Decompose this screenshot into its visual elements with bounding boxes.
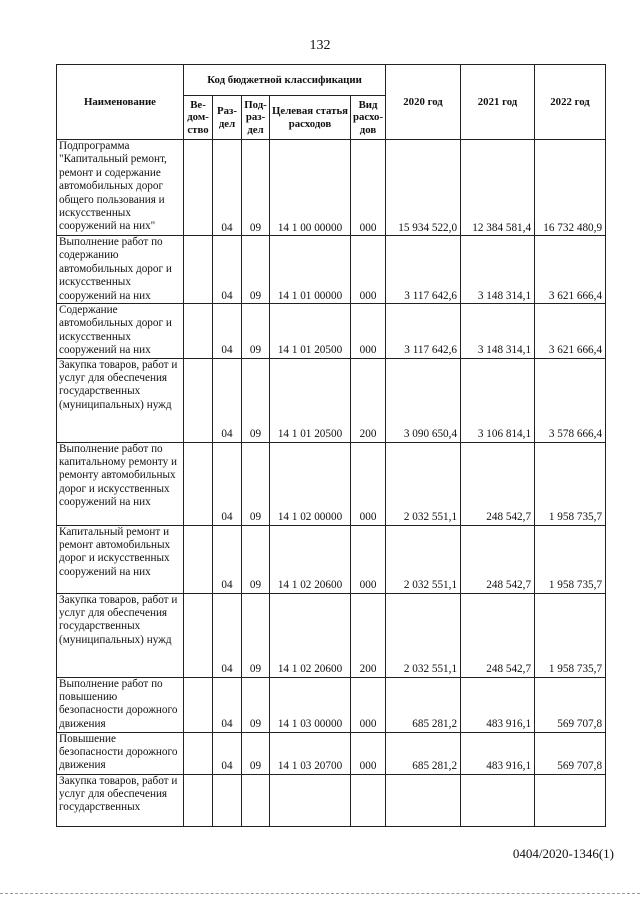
row-section: 04: [213, 732, 242, 774]
table-header: [57, 65, 606, 140]
row-expense-type: 000: [351, 677, 386, 732]
table-row: [57, 593, 606, 677]
row-target: 14 1 03 00000: [270, 677, 351, 732]
row-2022: 569 707,8: [535, 732, 606, 774]
row-subsection: 09: [242, 304, 270, 359]
row-subsection: 09: [242, 525, 270, 593]
row-2021: [461, 774, 535, 826]
row-2020: 2 032 551,1: [386, 442, 461, 525]
row-dept: [184, 525, 213, 593]
row-2022: [535, 774, 606, 826]
header-2021: 2021 год: [461, 65, 535, 140]
table-body: [57, 140, 606, 827]
row-2021: 3 148 314,1: [461, 236, 535, 304]
row-target: [270, 774, 351, 826]
table-row: [57, 525, 606, 593]
row-dept: [184, 732, 213, 774]
row-2020: 685 281,2: [386, 677, 461, 732]
row-target: 14 1 02 20600: [270, 525, 351, 593]
table-row: [57, 677, 606, 732]
row-2022: 1 958 735,7: [535, 442, 606, 525]
row-dept: [184, 358, 213, 442]
row-2020: 2 032 551,1: [386, 525, 461, 593]
row-section: 04: [213, 236, 242, 304]
row-name: Содержание автомобильных дорог и искусственных сооружений на них: [57, 304, 184, 359]
row-2020: [386, 774, 461, 826]
row-target: 14 1 00 00000: [270, 140, 351, 236]
header-subsection: Под-раз-дел: [242, 96, 270, 140]
header-budget-code: Код бюджетной классификации: [184, 65, 386, 96]
row-subsection: 09: [242, 593, 270, 677]
row-name: Повышение безопасности дорожного движения: [57, 732, 184, 774]
row-subsection: 09: [242, 732, 270, 774]
row-section: 04: [213, 525, 242, 593]
row-2022: 3 578 666,4: [535, 358, 606, 442]
row-dept: [184, 442, 213, 525]
row-2021: 12 384 581,4: [461, 140, 535, 236]
row-2021: 3 148 314,1: [461, 304, 535, 359]
row-target: 14 1 02 20600: [270, 593, 351, 677]
row-section: 04: [213, 358, 242, 442]
row-name: Закупка товаров, работ и услуг для обеспечения государственных: [57, 774, 184, 826]
row-subsection: 09: [242, 677, 270, 732]
header-name: Наименование: [57, 65, 184, 140]
row-subsection: 09: [242, 236, 270, 304]
row-expense-type: 200: [351, 593, 386, 677]
row-2021: 248 542,7: [461, 442, 535, 525]
row-dept: [184, 774, 213, 826]
row-section: 04: [213, 677, 242, 732]
row-dept: [184, 140, 213, 236]
row-2022: 1 958 735,7: [535, 525, 606, 593]
row-name: Выполнение работ по содержанию автомобильных дорог и искусственных сооружений на них: [57, 236, 184, 304]
header-dept: Ве-дом-ство: [184, 96, 213, 140]
row-2022: 3 621 666,4: [535, 236, 606, 304]
row-dept: [184, 304, 213, 359]
row-section: 04: [213, 304, 242, 359]
row-2020: 2 032 551,1: [386, 593, 461, 677]
row-section: 04: [213, 140, 242, 236]
row-section: 04: [213, 593, 242, 677]
row-dept: [184, 677, 213, 732]
row-2020: 15 934 522,0: [386, 140, 461, 236]
row-2022: 569 707,8: [535, 677, 606, 732]
row-expense-type: 000: [351, 304, 386, 359]
row-expense-type: 000: [351, 442, 386, 525]
row-2022: 1 958 735,7: [535, 593, 606, 677]
row-section: 04: [213, 442, 242, 525]
row-2021: 3 106 814,1: [461, 358, 535, 442]
row-name: Капитальный ремонт и ремонт автомобильных дорог и искусственных сооружений на них: [57, 525, 184, 593]
row-expense-type: 000: [351, 525, 386, 593]
row-subsection: 09: [242, 140, 270, 236]
row-2020: 3 117 642,6: [386, 304, 461, 359]
row-subsection: 09: [242, 442, 270, 525]
table-row: [57, 442, 606, 525]
row-2020: 3 117 642,6: [386, 236, 461, 304]
row-target: 14 1 03 20700: [270, 732, 351, 774]
header-2020: 2020 год: [386, 65, 461, 140]
row-2020: 685 281,2: [386, 732, 461, 774]
table-row: [57, 732, 606, 774]
row-subsection: 09: [242, 358, 270, 442]
row-expense-type: 000: [351, 732, 386, 774]
row-expense-type: [351, 774, 386, 826]
row-subsection: [242, 774, 270, 826]
header-target: Целевая статья расходов: [270, 96, 351, 140]
row-expense-type: 200: [351, 358, 386, 442]
scan-edge-line: [0, 893, 640, 894]
budget-table: [56, 64, 606, 827]
row-expense-type: 000: [351, 236, 386, 304]
table-row: [57, 304, 606, 359]
header-2022: 2022 год: [535, 65, 606, 140]
row-2022: 16 732 480,9: [535, 140, 606, 236]
header-expense-type: Вид расхо-дов: [351, 96, 386, 140]
table-row: [57, 774, 606, 826]
page-number: 132: [309, 38, 331, 53]
row-name: Подпрограмма "Капитальный ремонт, ремонт и содержание автомобильных дорог общего пользования и искусственных сооружений на них": [57, 140, 184, 236]
row-2021: 483 916,1: [461, 732, 535, 774]
row-2021: 248 542,7: [461, 525, 535, 593]
row-target: 14 1 01 20500: [270, 304, 351, 359]
row-section: [213, 774, 242, 826]
row-2020: 3 090 650,4: [386, 358, 461, 442]
table-row: [57, 236, 606, 304]
header-section: Раз-дел: [213, 96, 242, 140]
row-name: Выполнение работ по капитальному ремонту и ремонту автомобильных дорог и искусственных сооружений на них: [57, 442, 184, 525]
row-target: 14 1 02 00000: [270, 442, 351, 525]
table-row: [57, 140, 606, 236]
table-row: [57, 358, 606, 442]
row-2021: 248 542,7: [461, 593, 535, 677]
row-dept: [184, 236, 213, 304]
row-2021: 483 916,1: [461, 677, 535, 732]
row-name: Закупка товаров, работ и услуг для обеспечения государственных (муниципальных) нужд: [57, 593, 184, 677]
row-target: 14 1 01 00000: [270, 236, 351, 304]
row-2022: 3 621 666,4: [535, 304, 606, 359]
row-dept: [184, 593, 213, 677]
document-code: 0404/2020-1346(1): [512, 846, 614, 861]
row-name: Закупка товаров, работ и услуг для обеспечения государственных (муниципальных) нужд: [57, 358, 184, 442]
row-target: 14 1 01 20500: [270, 358, 351, 442]
row-expense-type: 000: [351, 140, 386, 236]
row-name: Выполнение работ по повышению безопасности дорожного движения: [57, 677, 184, 732]
